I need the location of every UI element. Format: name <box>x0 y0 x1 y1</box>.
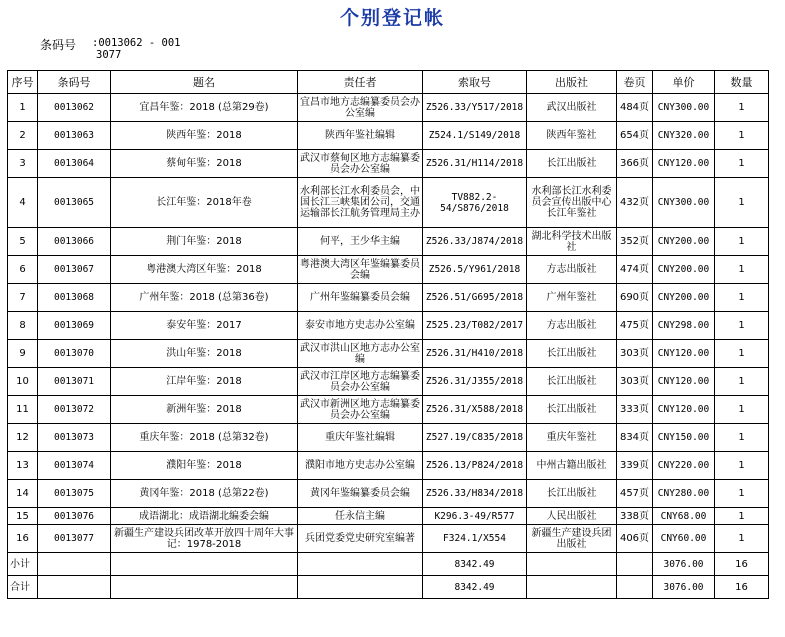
title-cell: 长江年鉴：2018年卷 <box>111 178 298 228</box>
barcode-cell: 0013068 <box>38 284 111 312</box>
call-number-cell: Z524.1/S149/2018 <box>423 122 527 150</box>
table-row <box>8 150 769 178</box>
header-cell: 数量 <box>715 71 769 94</box>
author-cell: 陕西年鉴社编辑 <box>298 122 423 150</box>
call-number-cell: F324.1/X554 <box>423 525 527 553</box>
author-cell: 武汉市江岸区地方志编纂委员会办公室编 <box>298 368 423 396</box>
barcode-range-line2: 3077 <box>96 49 122 61</box>
row-number: 1 <box>8 94 38 122</box>
title-cell: 新洲年鉴：2018 <box>111 396 298 424</box>
price-cell: CNY200.00 <box>653 256 715 284</box>
title-cell: 宜昌年鉴：2018 (总第29卷) <box>111 94 298 122</box>
barcode-label: 条码号 <box>40 38 77 52</box>
call-number-cell: Z526.13/P824/2018 <box>423 452 527 480</box>
title-cell: 广州年鉴：2018 (总第36卷) <box>111 284 298 312</box>
title-cell: 蔡甸年鉴：2018 <box>111 150 298 178</box>
header-cell: 条码号 <box>38 71 111 94</box>
pages-cell: 338页 <box>617 508 653 525</box>
row-number: 2 <box>8 122 38 150</box>
call-number-cell: Z527.19/C835/2018 <box>423 424 527 452</box>
title-cell: 江岸年鉴：2018 <box>111 368 298 396</box>
header-cell: 出版社 <box>527 71 617 94</box>
call-number-cell: Z526.5/Y961/2018 <box>423 256 527 284</box>
table-row <box>8 340 769 368</box>
row-number: 12 <box>8 424 38 452</box>
quantity-cell: 1 <box>715 178 769 228</box>
call-number-cell: Z526.31/J355/2018 <box>423 368 527 396</box>
register-table <box>7 70 769 599</box>
publisher-cell: 重庆年鉴社 <box>527 424 617 452</box>
pages-cell: 654页 <box>617 122 653 150</box>
call-number-cell: Z525.23/T082/2017 <box>423 312 527 340</box>
total-callno-total: 8342.49 <box>423 576 527 599</box>
pages-cell: 474页 <box>617 256 653 284</box>
row-number: 10 <box>8 368 38 396</box>
pages-cell: 339页 <box>617 452 653 480</box>
quantity-cell: 1 <box>715 150 769 178</box>
quantity-cell: 1 <box>715 340 769 368</box>
table-row <box>8 312 769 340</box>
publisher-cell: 长江出版社 <box>527 396 617 424</box>
subtotal-label: 小计 <box>8 553 38 576</box>
header-cell: 序号 <box>8 71 38 94</box>
price-cell: CNY60.00 <box>653 525 715 553</box>
table-row <box>8 368 769 396</box>
barcode-cell: 0013067 <box>38 256 111 284</box>
call-number-cell: Z526.33/J874/2018 <box>423 228 527 256</box>
price-cell: CNY300.00 <box>653 178 715 228</box>
publisher-cell: 湖北科学技术出版社 <box>527 228 617 256</box>
price-cell: CNY280.00 <box>653 480 715 508</box>
publisher-cell: 方志出版社 <box>527 256 617 284</box>
barcode-cell: 0013066 <box>38 228 111 256</box>
call-number-cell: Z526.33/H834/2018 <box>423 480 527 508</box>
title-cell: 成语湖北：成语湖北编委会编 <box>111 508 298 525</box>
pages-cell: 406页 <box>617 525 653 553</box>
page-title: 个别登记帐 <box>339 7 445 29</box>
row-number: 6 <box>8 256 38 284</box>
quantity-cell: 1 <box>715 284 769 312</box>
row-number: 7 <box>8 284 38 312</box>
row-number: 15 <box>8 508 38 525</box>
author-cell: 濮阳市地方史志办公室编 <box>298 452 423 480</box>
price-cell: CNY300.00 <box>653 94 715 122</box>
table-row <box>8 94 769 122</box>
barcode-cell: 0013075 <box>38 480 111 508</box>
author-cell: 粤港澳大湾区年鉴编纂委员会编 <box>298 256 423 284</box>
barcode-cell: 0013065 <box>38 178 111 228</box>
barcode-cell: 0013076 <box>38 508 111 525</box>
publisher-cell: 长江出版社 <box>527 368 617 396</box>
author-cell: 武汉市蔡甸区地方志编纂委员会办公室编 <box>298 150 423 178</box>
table-row <box>8 256 769 284</box>
price-cell: CNY120.00 <box>653 396 715 424</box>
quantity-cell: 1 <box>715 256 769 284</box>
pages-cell: 484页 <box>617 94 653 122</box>
subtotal-qty-total: 16 <box>715 553 769 576</box>
subtotal-price-total: 3076.00 <box>653 553 715 576</box>
pages-cell: 333页 <box>617 396 653 424</box>
publisher-cell: 方志出版社 <box>527 312 617 340</box>
barcode-cell: 0013071 <box>38 368 111 396</box>
barcode-cell: 0013077 <box>38 525 111 553</box>
publisher-cell: 陕西年鉴社 <box>527 122 617 150</box>
table-row <box>8 525 769 553</box>
call-number-cell: Z526.31/H114/2018 <box>423 150 527 178</box>
price-cell: CNY220.00 <box>653 452 715 480</box>
publisher-cell: 中州古籍出版社 <box>527 452 617 480</box>
publisher-cell: 广州年鉴社 <box>527 284 617 312</box>
header-cell: 卷页 <box>617 71 653 94</box>
table-row <box>8 508 769 525</box>
title-cell: 荆门年鉴：2018 <box>111 228 298 256</box>
title-cell: 新疆生产建设兵团改革开放四十周年大事记：1978-2018 <box>111 525 298 553</box>
barcode-cell: 0013064 <box>38 150 111 178</box>
author-cell: 宜昌市地方志编纂委员会办公室编 <box>298 94 423 122</box>
price-cell: CNY68.00 <box>653 508 715 525</box>
quantity-cell: 1 <box>715 228 769 256</box>
barcode-cell: 0013073 <box>38 424 111 452</box>
total-label: 合计 <box>8 576 38 599</box>
table-row <box>8 396 769 424</box>
table-row <box>8 452 769 480</box>
quantity-cell: 1 <box>715 480 769 508</box>
row-number: 11 <box>8 396 38 424</box>
call-number-cell: Z526.33/Y517/2018 <box>423 94 527 122</box>
quantity-cell: 1 <box>715 94 769 122</box>
table-row <box>8 228 769 256</box>
author-cell: 武汉市洪山区地方志办公室编 <box>298 340 423 368</box>
quantity-cell: 1 <box>715 312 769 340</box>
total-row <box>8 576 769 599</box>
header-cell: 索取号 <box>423 71 527 94</box>
barcode-cell: 0013074 <box>38 452 111 480</box>
author-cell: 广州年鉴编纂委员会编 <box>298 284 423 312</box>
barcode-cell: 0013063 <box>38 122 111 150</box>
price-cell: CNY200.00 <box>653 284 715 312</box>
price-cell: CNY298.00 <box>653 312 715 340</box>
pages-cell: 303页 <box>617 368 653 396</box>
table-row <box>8 122 769 150</box>
author-cell: 泰安市地方史志办公室编 <box>298 312 423 340</box>
header-cell: 单价 <box>653 71 715 94</box>
quantity-cell: 1 <box>715 368 769 396</box>
barcode-cell: 0013072 <box>38 396 111 424</box>
quantity-cell: 1 <box>715 122 769 150</box>
publisher-cell: 长江出版社 <box>527 150 617 178</box>
total-price-total: 3076.00 <box>653 576 715 599</box>
publisher-cell: 新疆生产建设兵团出版社 <box>527 525 617 553</box>
pages-cell: 303页 <box>617 340 653 368</box>
row-number: 8 <box>8 312 38 340</box>
table-row <box>8 178 769 228</box>
price-cell: CNY200.00 <box>653 228 715 256</box>
author-cell: 任永信主编 <box>298 508 423 525</box>
title-cell: 泰安年鉴：2017 <box>111 312 298 340</box>
publisher-cell: 武汉出版社 <box>527 94 617 122</box>
publisher-cell: 人民出版社 <box>527 508 617 525</box>
title-cell: 重庆年鉴：2018 (总第32卷) <box>111 424 298 452</box>
row-number: 3 <box>8 150 38 178</box>
barcode-range-line1: :0013062 - 001 <box>92 37 181 49</box>
subtotal-row <box>8 553 769 576</box>
row-number: 5 <box>8 228 38 256</box>
title-cell: 濮阳年鉴：2018 <box>111 452 298 480</box>
table-header-row <box>8 71 769 94</box>
pages-cell: 352页 <box>617 228 653 256</box>
row-number: 13 <box>8 452 38 480</box>
author-cell: 武汉市新洲区地方志编纂委员会办公室编 <box>298 396 423 424</box>
pages-cell: 834页 <box>617 424 653 452</box>
call-number-cell: Z526.51/G695/2018 <box>423 284 527 312</box>
barcode-cell: 0013070 <box>38 340 111 368</box>
row-number: 9 <box>8 340 38 368</box>
author-cell: 黄冈年鉴编纂委员会编 <box>298 480 423 508</box>
call-number-cell: K296.3-49/R577 <box>423 508 527 525</box>
row-number: 4 <box>8 178 38 228</box>
pages-cell: 432页 <box>617 178 653 228</box>
quantity-cell: 1 <box>715 508 769 525</box>
price-cell: CNY120.00 <box>653 368 715 396</box>
header-cell: 责任者 <box>298 71 423 94</box>
price-cell: CNY120.00 <box>653 150 715 178</box>
price-cell: CNY150.00 <box>653 424 715 452</box>
barcode-cell: 0013069 <box>38 312 111 340</box>
barcode-range <box>92 37 181 61</box>
publisher-cell: 长江出版社 <box>527 340 617 368</box>
price-cell: CNY320.00 <box>653 122 715 150</box>
table-row <box>8 424 769 452</box>
title-cell: 粤港澳大湾区年鉴：2018 <box>111 256 298 284</box>
header-cell: 题名 <box>111 71 298 94</box>
quantity-cell: 1 <box>715 424 769 452</box>
title-cell: 洪山年鉴：2018 <box>111 340 298 368</box>
pages-cell: 690页 <box>617 284 653 312</box>
pages-cell: 457页 <box>617 480 653 508</box>
title-cell: 黄冈年鉴：2018 (总第22卷) <box>111 480 298 508</box>
quantity-cell: 1 <box>715 525 769 553</box>
pages-cell: 475页 <box>617 312 653 340</box>
call-number-cell: Z526.31/X588/2018 <box>423 396 527 424</box>
quantity-cell: 1 <box>715 396 769 424</box>
author-cell: 水利部长江水利委员会，中国长江三峡集团公司，交通运输部长江航务管理局主办 <box>298 178 423 228</box>
row-number: 16 <box>8 525 38 553</box>
table-row <box>8 284 769 312</box>
publisher-cell: 水利部长江水利委员会宣传出版中心长江年鉴社 <box>527 178 617 228</box>
pages-cell: 366页 <box>617 150 653 178</box>
total-qty-total: 16 <box>715 576 769 599</box>
call-number-cell: TV882.2-54/S876/2018 <box>423 178 527 228</box>
author-cell: 何平，王少华主编 <box>298 228 423 256</box>
row-number: 14 <box>8 480 38 508</box>
price-cell: CNY120.00 <box>653 340 715 368</box>
author-cell: 兵团党委党史研究室编著 <box>298 525 423 553</box>
author-cell: 重庆年鉴社编辑 <box>298 424 423 452</box>
quantity-cell: 1 <box>715 452 769 480</box>
title-cell: 陕西年鉴：2018 <box>111 122 298 150</box>
subtotal-callno-total: 8342.49 <box>423 553 527 576</box>
publisher-cell: 长江出版社 <box>527 480 617 508</box>
barcode-cell: 0013062 <box>38 94 111 122</box>
call-number-cell: Z526.31/H410/2018 <box>423 340 527 368</box>
table-row <box>8 480 769 508</box>
